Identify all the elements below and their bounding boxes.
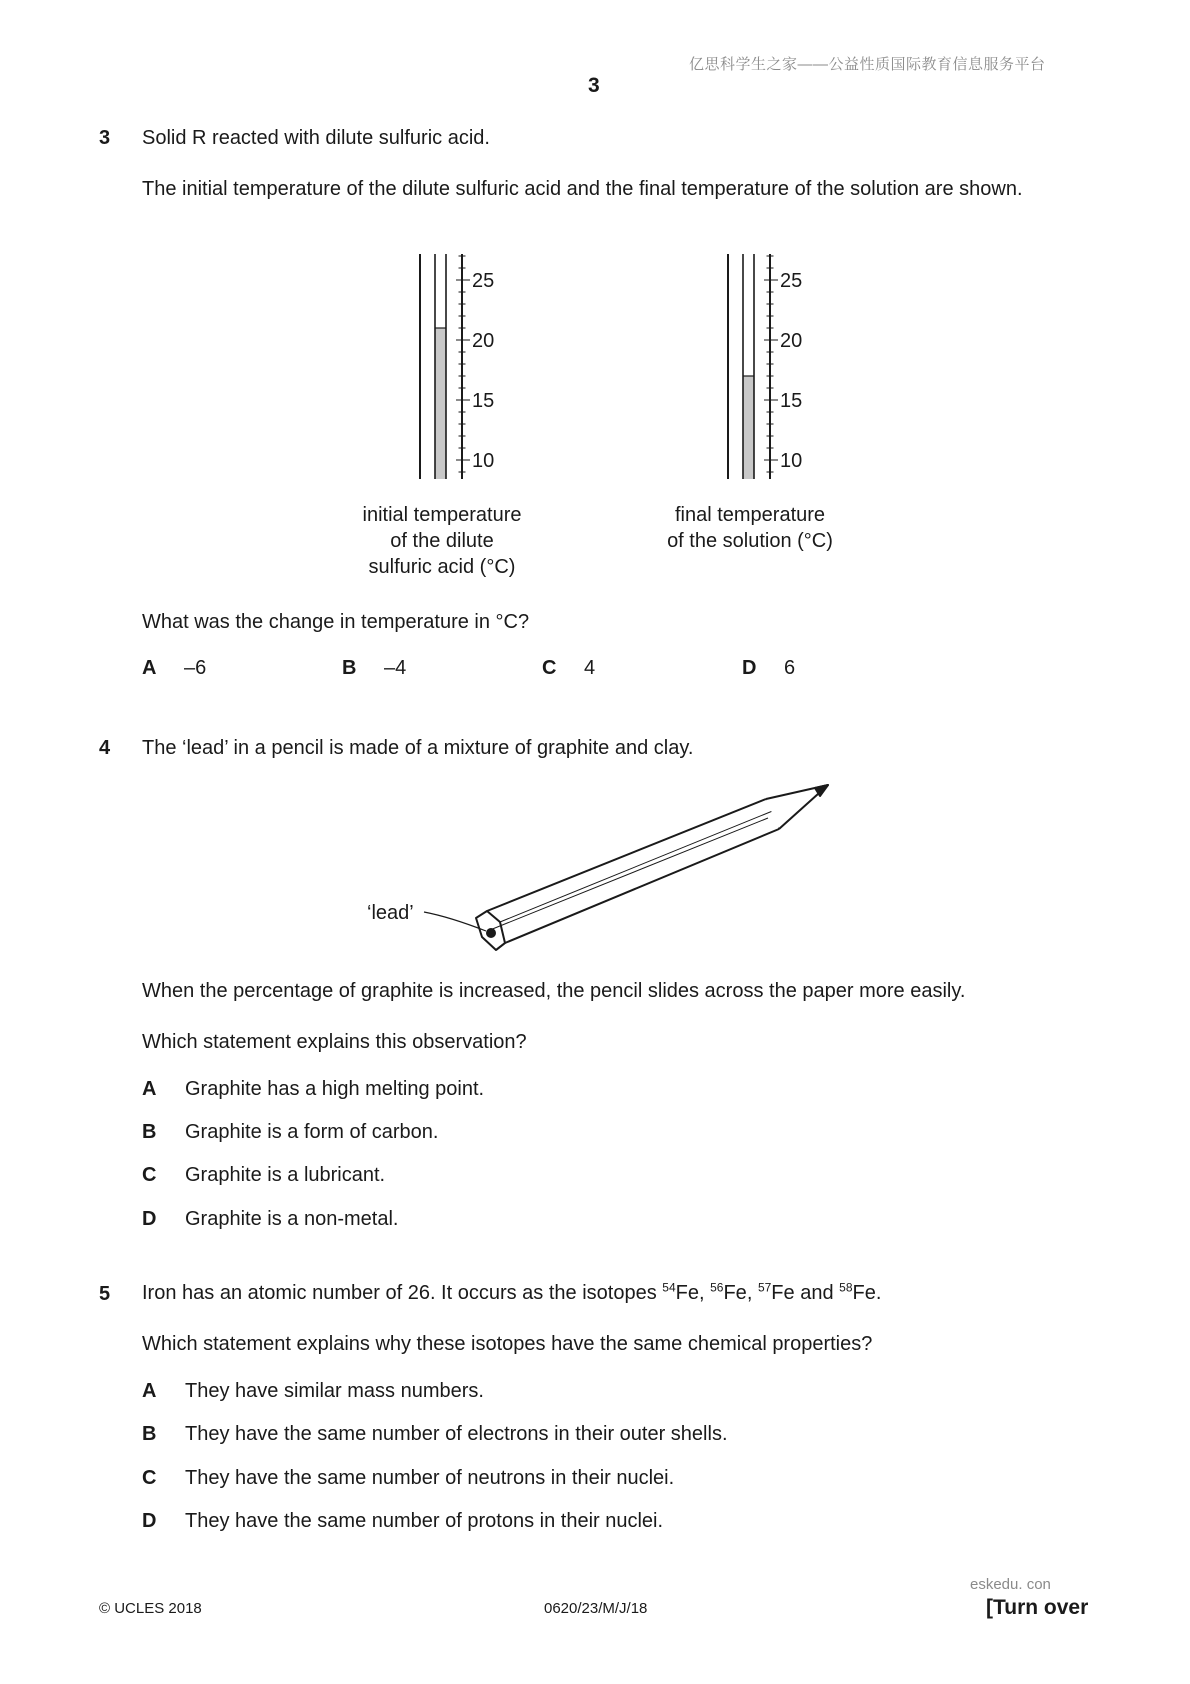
header-watermark: 亿思科学生之家——公益性质国际教育信息服务平台 [689,56,1046,73]
q3-option-c-letter[interactable]: C [542,657,557,679]
footer-watermark: eskedu. con [970,1576,1051,1593]
q4-option-c-text: Graphite is a lubricant. [185,1164,386,1186]
scale-label: 20 [472,330,495,352]
q5-stem-intro: Iron has an atomic number of 26. It occurs as the isotopes [142,1282,657,1304]
q5-option-b-letter[interactable]: B [142,1423,157,1445]
isotope-mass: 58 [839,1280,853,1295]
q3-option-a-text: –6 [184,657,207,679]
thermometers-figure [0,0,1190,600]
isotope-separator: and [794,1282,834,1304]
q5-option-d-letter[interactable]: D [142,1510,157,1532]
q3-option-b-letter[interactable]: B [342,657,357,679]
isotope-symbol: Fe [723,1282,747,1304]
footer-code: 0620/23/M/J/18 [544,1600,648,1617]
pencil-figure [0,760,1190,960]
q4-stem: The ‘lead’ in a pencil is made of a mixture of graphite and clay. [142,737,694,759]
q3-question: What was the change in temperature in °C? [142,611,530,633]
thermometer-liquid [743,376,754,479]
q5-option-b-text: They have the same number of electrons in their outer shells. [185,1423,728,1445]
q4-option-a-letter[interactable]: A [142,1078,157,1100]
caption-line: of the solution (°C) [667,530,833,552]
q3-number: 3 [99,127,111,149]
q4-option-d-letter[interactable]: D [142,1208,157,1230]
scale-label: 25 [472,270,495,292]
isotope-separator: . [875,1282,882,1304]
q5-option-d-text: They have the same number of protons in their nuclei. [185,1510,664,1532]
pencil-label: ‘lead’ [367,902,414,924]
q5-option-a-text: They have similar mass numbers. [185,1380,484,1402]
isotope [662,1282,704,1304]
turn-over: [Turn over [986,1596,1089,1619]
q3-intro: The initial temperature of the dilute sulfuric acid and the final temperature of the solution are shown. [142,178,1023,200]
isotope-separator: , [746,1282,753,1304]
thermometer-final-caption [640,502,860,554]
isotope-mass: 54 [662,1280,676,1295]
scale-label: 10 [472,450,495,472]
caption-line: of the dilute [390,530,494,552]
q3-option-b-text: –4 [384,657,407,679]
caption-line: final temperature [674,504,826,526]
q5-option-a-letter[interactable]: A [142,1380,157,1402]
q4-question: Which statement explains this observation? [142,1031,527,1053]
scale-label: 20 [780,330,803,352]
q5-option-c-text: They have the same number of neutrons in their nuclei. [185,1467,675,1489]
isotope-symbol: Fe [771,1282,795,1304]
pencil-drawing [424,785,828,950]
footer-copyright: © UCLES 2018 [99,1600,202,1617]
q4-observation: When the percentage of graphite is increased, the pencil slides across the paper more easily. [142,980,966,1002]
scale-label: 15 [472,390,495,412]
q4-option-d-text: Graphite is a non-metal. [185,1208,399,1230]
isotope-separator: , [698,1282,705,1304]
q3-option-c-text: 4 [584,657,596,679]
q5-option-c-letter[interactable]: C [142,1467,157,1489]
q4-option-a-text: Graphite has a high melting point. [185,1078,485,1100]
q4-option-c-letter[interactable]: C [142,1164,157,1186]
q4-number: 4 [99,737,111,759]
scale-label: 25 [780,270,803,292]
page-number: 3 [588,74,600,97]
q3-option-d-letter[interactable]: D [742,657,757,679]
q4-option-b-text: Graphite is a form of carbon. [185,1121,439,1143]
q5-stem [142,1280,881,1306]
q5-question: Which statement explains why these isotopes have the same chemical properties? [142,1333,873,1355]
isotope-mass: 57 [757,1280,772,1295]
caption-line: initial temperature [362,504,522,526]
isotope [839,1282,881,1304]
isotope-mass: 56 [710,1280,724,1295]
q5-number: 5 [99,1283,111,1305]
thermometer-final [728,254,802,479]
isotope [710,1282,752,1304]
thermometer-liquid [435,328,446,479]
q3-option-a-letter[interactable]: A [142,657,157,679]
isotope-symbol: Fe [852,1282,876,1304]
q3-stem: Solid R reacted with dilute sulfuric acid. [142,127,490,149]
isotope [758,1282,834,1304]
scale-label: 15 [780,390,803,412]
caption-line: sulfuric acid (°C) [368,556,516,578]
thermometer-initial-caption [322,502,562,580]
isotope-symbol: Fe [675,1282,699,1304]
q3-option-d-text: 6 [784,657,796,679]
thermometer-initial [420,254,494,479]
scale-label: 10 [780,450,803,472]
q4-option-b-letter[interactable]: B [142,1121,157,1143]
